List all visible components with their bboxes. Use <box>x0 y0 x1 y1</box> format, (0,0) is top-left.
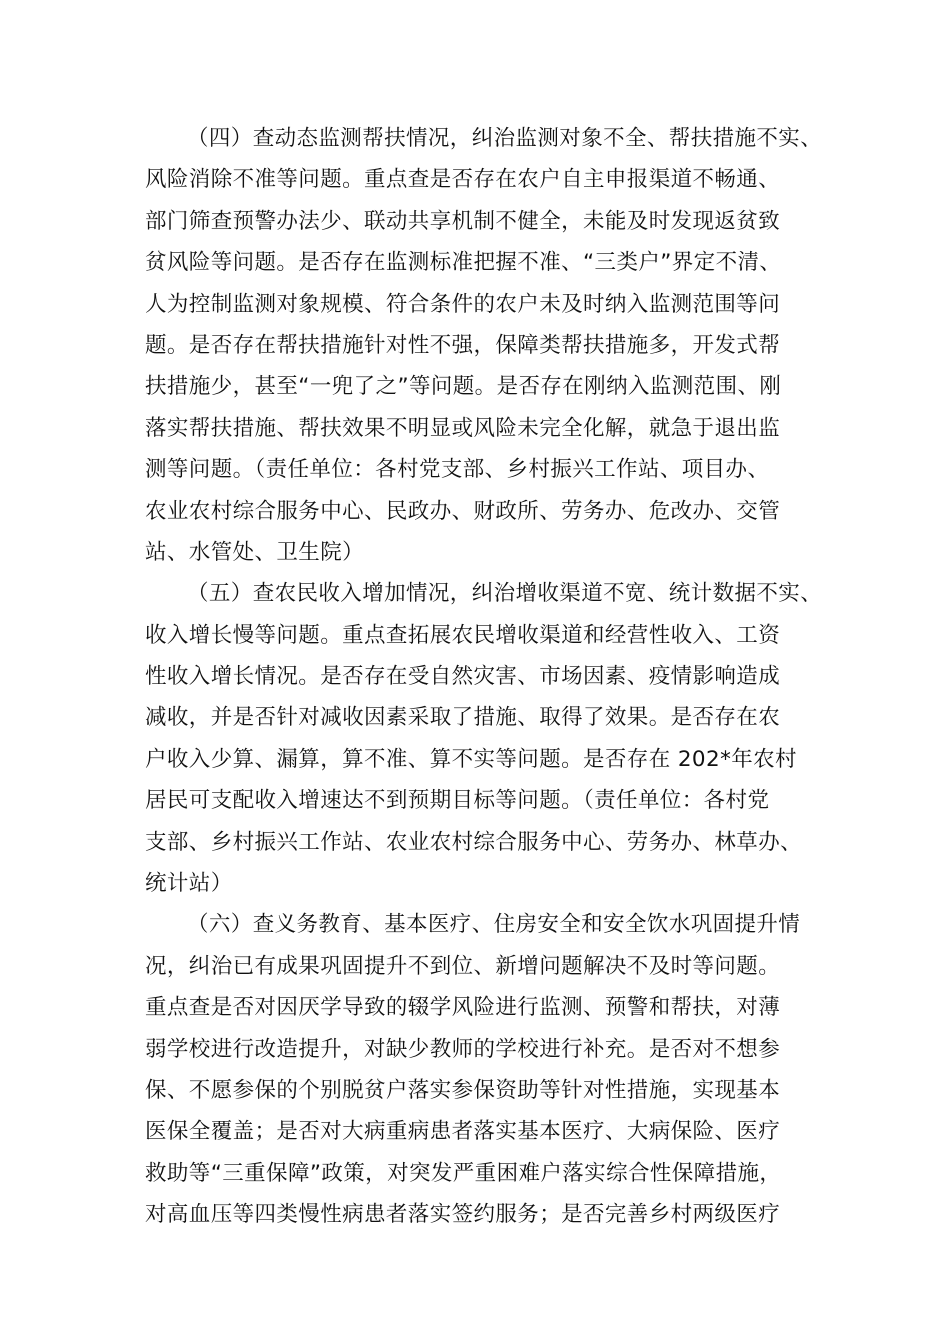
text-line: 站、水管处、卫生院） <box>145 539 365 565</box>
text-line: （四）查动态监测帮扶情况，纠治监测对象不全、帮扶措施不实、 <box>187 126 823 151</box>
text-line: 弱学校进行改造提升，对缺少教师的学校进行补充。是否对不想参 <box>145 1036 781 1062</box>
text-line: 救助等“三重保障”政策，对突发严重困难户落实综合性保障措施， <box>145 1160 782 1186</box>
text-line: 户收入少算、漏算，算不准、算不实等问题。是否存在 202*年农村 <box>145 746 797 772</box>
text-line: 况，纠治已有成果巩固提升不到位、新增问题解决不及时等问题。 <box>145 953 781 979</box>
text-line: 对高血压等四类慢性病患者落实签约服务；是否完善乡村两级医疗 <box>145 1202 781 1228</box>
text-line: （六）查义务教育、基本医疗、住房安全和安全饮水巩固提升情 <box>187 912 801 938</box>
text-line: 收入增长慢等问题。重点查拓展农民增收渠道和经营性收入、工资 <box>145 622 781 648</box>
paragraph-monitoring <box>145 118 823 573</box>
text-line: 统计站） <box>145 871 233 897</box>
text-line: 农业农村综合服务中心、民政办、财政所、劳务办、危改办、交管 <box>145 498 781 524</box>
text-line: 贫风险等问题。是否存在监测标准把握不准、“三类户”界定不清、 <box>145 250 782 276</box>
text-line: 重点查是否对因厌学导致的辍学风险进行监测、预警和帮扶，对薄 <box>145 995 781 1021</box>
document-body <box>145 118 823 1236</box>
text-line: 居民可支配收入增速达不到预期目标等问题。（责任单位：各村党 <box>145 788 770 814</box>
text-line: 风险消除不准等问题。重点查是否存在农户自主申报渠道不畅通、 <box>145 167 781 193</box>
text-line: 落实帮扶措施、帮扶效果不明显或风险未完全化解，就急于退出监 <box>145 415 781 441</box>
text-line: （五）查农民收入增加情况，纠治增收渠道不宽、统计数据不实、 <box>187 581 823 607</box>
text-line: 保、不愿参保的个别脱贫户落实参保资助等针对性措施，实现基本 <box>145 1077 781 1103</box>
text-line: 医保全覆盖；是否对大病重病患者落实基本医疗、大病保险、医疗 <box>145 1119 781 1145</box>
text-line: 题。是否存在帮扶措施针对性不强，保障类帮扶措施多，开发式帮 <box>145 332 781 358</box>
text-line: 减收，并是否针对减收因素采取了措施、取得了效果。是否存在农 <box>145 705 781 731</box>
paragraph-education-health <box>145 904 820 1235</box>
paragraph-income <box>145 573 823 904</box>
text-line: 性收入增长情况。是否存在受自然灾害、市场因素、疫情影响造成 <box>145 664 781 690</box>
text-line: 人为控制监测对象规模、符合条件的农户未及时纳入监测范围等问 <box>145 291 781 317</box>
text-line: 支部、乡村振兴工作站、农业农村综合服务中心、劳务办、林草办、 <box>145 829 803 855</box>
text-line: 扶措施少，甚至“一兜了之”等问题。是否存在刚纳入监测范围、刚 <box>145 374 782 400</box>
text-line: 部门筛查预警办法少、联动共享机制不健全，未能及时发现返贫致 <box>145 208 781 234</box>
text-line: 测等问题。（责任单位：各村党支部、乡村振兴工作站、项目办、 <box>145 457 770 483</box>
